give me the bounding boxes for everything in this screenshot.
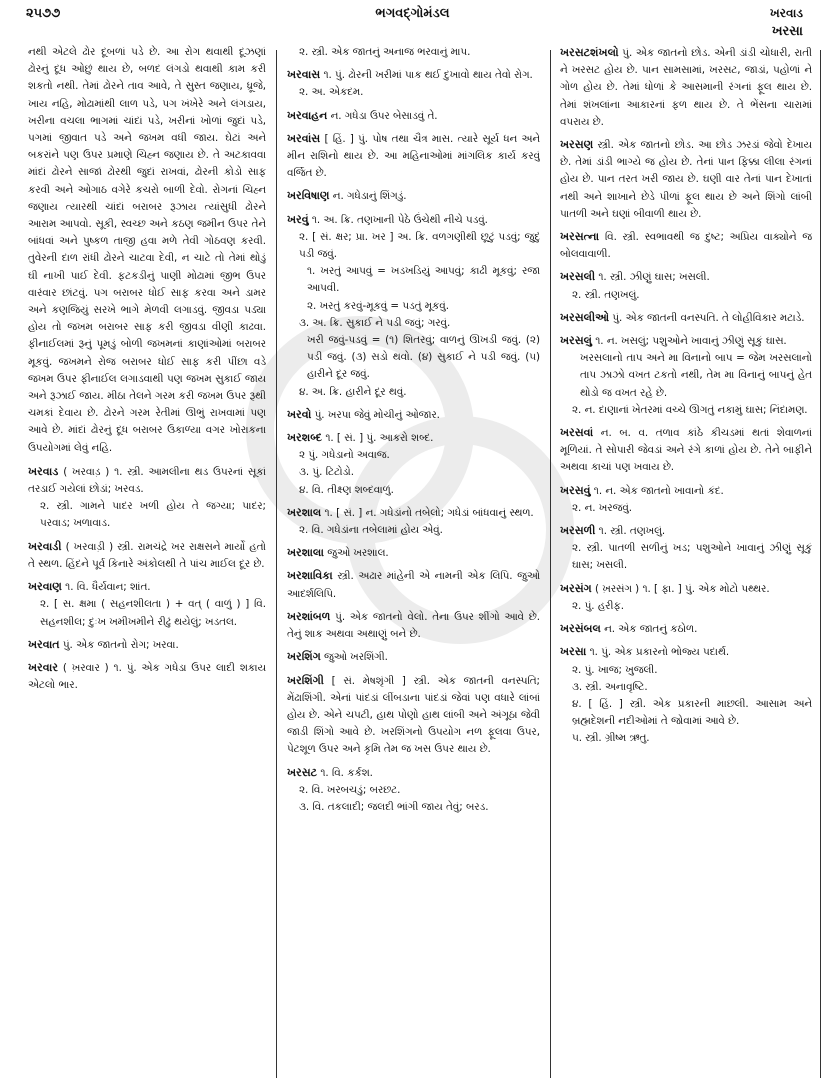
dictionary-entry [28,538,266,573]
headword: ખરસંગ [560,581,592,595]
dictionary-entry [287,130,540,183]
headword: ખરસણ [560,138,594,152]
sense: ૨. ન. ખરજવું. [572,501,633,514]
sense: ખરી જવું-પડવું = (૧) શિતરવું; વાળનું ઊખડી જવું. (૨) પડી જવું. (૩) સડો થવો. (૪) સુકાઈ ને પડી જવું. (૫) હારીને દૂર જવું. [307,334,540,381]
headword: ખરવું [287,212,309,226]
sense: ૪. [ હિં. ] સ્ત્રી. એક પ્રકારની માછલી. આસામ અને બ્રહ્મદેશની નદીઓમાં તે જોવામાં આવે છે. [572,697,812,728]
definition: ( ખ઼રવાર ) ૧. પું. એક ગધેડા ઉપર લાદી શકાય એટલો ભાર. [28,661,266,692]
sense: ૨. [ સ. ક્ષમા ( સહનશીલતા ) + વત્ ( વાળું ) ] વિ. સહનશીલ; દુઃખ ખમીખમીને રીઢું થયેલું; ખડતલ. [40,598,266,628]
dictionary-entry [287,406,540,424]
dictionary-entry [560,482,812,517]
dictionary-entry [560,332,812,419]
entry-main [560,482,812,500]
definition: ૧. ન. ખસલું; પશુઓને ખાવાનું ઝીણું સૂકું ઘાસ. [595,335,787,348]
definition: પું. એક જાતનો રોગ; ખરવા. [62,638,179,651]
dictionary-entry [560,643,812,747]
sense: ૩. વિ. તકલાદી; જલદી ભાંગી જાય તેવું; બરડ. [299,800,489,813]
entry-main [287,672,540,759]
headword: ખરવાહન [287,108,328,122]
sense: ૫. સ્ત્રી. ગ્રીષ્મ ઋતુ. [572,732,650,745]
entry-main [287,187,540,205]
entry-main [560,620,812,638]
entry-main [560,136,812,223]
dictionary-entry [560,228,812,263]
entry-main [28,538,266,573]
dictionary-entry [287,504,540,539]
headword: ખરશબ્દ [287,431,323,445]
definition: ૧. અ. ક્રિ. તણખાની પેઠે ઉંચેથી નીચે પડવું. [311,213,488,226]
entry-main [287,130,540,183]
sense: ૨. ખરતું કરવું-મૂકવું = પડતું મૂકવું. [307,299,449,312]
definition: ૧. [ સં. ] પું. આકરો શબ્દ. [325,432,434,445]
dictionary-title: ભગવદ્ગોમંડલ [375,6,450,21]
entry-main [560,522,812,540]
entry-main [287,764,540,782]
dictionary-entry [287,544,540,562]
definition: પું. એક જાતની વનસ્પતિ. તે લોહીવિકાર મટાડે. [612,311,805,324]
entry-main [287,66,540,84]
sense: ૨. પું. ખાજ; ખુજલી. [572,663,658,676]
column-2 [287,44,540,1086]
definition: ૧. વિ. ધૈર્યવાન; શાંત. [65,581,151,594]
definition: પું. એક જાતનો વેલો. તેના ઉપર શીંગો આવે છે. તેનું શાક અથવા અથાણું બને છે. [287,610,540,641]
entry-main [287,211,540,229]
definition: ન. એક જાતનું કઠોળ. [604,623,698,636]
headword: ખરસા [560,645,587,659]
entry-main [287,406,540,424]
dictionary-entry [560,44,812,131]
dictionary-entry [28,463,266,533]
definition: ૨. સ્ત્રી. એક જાતનું અનાજ ભરવાનું માપ. [299,46,471,58]
continued-text: નથી એટલે ઢોર દૂબળાં પડે છે. આ રોગ થવાથી દૂઝણાં ઢોરનું દૂધ ઓછું થાય છે, બળદ લંગડો થવાથી કામ કરી શકતો નથી. તેમાં ઢોરને તાવ આવે, તે સુસ્ત જણાય, ધ્રૂજે, ખાય નહિ, મોઢામાંથી લાળ પડે, પગ ખંખેરે અને લંગડાય, ખરીના વચલા ભાગમાં ચાંદાં પડે, ખરીનાં ખોળાં જુદાં પડે, પગમાં જીવાત પડે અને જખમ વધી જાય. ઘેટાં અને બકરાંને પણ ઉપર પ્રમાણે ચિહ્ન જણાય છે. તે અટકાવવા માંદાં ઢોરને સાજાં ઢોરથી જુદાં રાખવાં, ઢોરની કોડો સાફ કરવી અને ઓગાઠ વગેરે કચરો બાળી દેવો. રોગનાં ચિહ્ન જણાય ત્યારથી ચાંદાં બરાબર રૂઝાય ત્યાંસુધી ઢોરને આરામ આપવો. સૂકી, સ્વચ્છ અને કઠણ જમીન ઉપર તેને બાંધવાં અને પુષ્કળ તાજી હવા મળે તેવી ગોઠવણ કરવી. તુવેરની દાળ રાંધી ઢોરને ચાટવા દેવી, ન ચાટે તો તેમાં થોડું ઘી નાખી પાઈ દેવી. ફટકડીનું પાણી મોઢામાં જીભ ઉપર વારંવાર છાંટવું. પગ બરાબર ધોઈ સાફ કરવા અને ડામર અને કણજિયું સરખે ભાગે મેળવી લગાડવું. જીવડા પડ્યા હોય તો જખમ બરાબર સાફ કરી જીવડા વીણી કાઢવા. ફીનાઈલમાં રૂનું પૂમડું બોળી જખમનાં કાણાંઓમાં બરાબર મૂકવું. જખમને રોજ બરાબર ધોઈ સાફ કરી પીંછા વડે જખમ ઉપર ફીનાઈલ લગાડવાથી પણ જખમ સુકાઈ જાય અને રૂઝાઈ જાય. મીઠા તેલને ગરમ કરી જખમ ઉપર રૂથી ચમકાં દેવાય છે. ઢોરને ગરમ રેતીમાં ઊભું રાખવામાં પણ આવે છે. માંદાં ઢોરનું દૂધ બરાબર ઉકાળ્યા વગર ખોરાકના ઉપયોગમાં લેવું નહિ. [28,46,266,454]
dictionary-entry [560,620,812,638]
dictionary-entry [287,66,540,101]
headword: ખરવાત [28,637,60,651]
sense: ૨. સ્ત્રી. તણખલું. [572,288,640,301]
dictionary-entry [560,268,812,303]
definition: ન. બ. વ. તળાવ કાંઠે કીચડમાં થતાં શેવાળનાં મૂળિયાં. તે સોપારી જેવડાં અને રંગે કાળાં હોય છે. તેને બાફીને અથવા કાચાં પણ ખવાય છે. [560,427,812,474]
entry-main [287,504,540,522]
definition: સ્ત્રી. એક જાતનો છોડ. આ છોડ ઝરડાં જેવો દેખાય છે. તેમાં ડાંડી ભાગ્યે જ હોય છે. તેનાં પાન ફિક્કા લીલા રંગનાં હોય છે. પાન તરત ખરી જાય છે. ઘણી વાર તેનાં પાન દેખાતાં નથી અને શાખાને છેડે પીળાં ફૂલ થાય છે અને શિંગો લાંબી પાતળી અને ઘણાં બીવાળી થાય છે. [560,139,812,220]
headword: ખરશાલ [287,505,322,519]
entry-main [287,544,540,562]
definition: સ્ત્રી. અઢાર માંહેની એ નામની એક લિપિ. જુઓ આદર્શલિપિ. [287,570,540,600]
definition: ૧. પું. એક પ્રકારનો ભોજ્ય પદાર્થ. [589,646,730,659]
headword: ખરસંબલ [560,622,601,636]
sense: ૧. ખરતું આપવું = ખડખડિયું આપવું; કાઢી મૂકવું; રજા આપવી. [307,265,540,295]
definition: વિ. સ્ત્રી. સ્વભાવથી જ દુષ્ટ; અપ્રિય વાક્યોને જ બોલવાવાળી. [560,231,812,261]
entry-main [28,636,266,654]
entry-main [560,643,812,661]
sense: ૪. વિ. તીક્ષ્ણ શબ્દવાળું. [299,483,394,496]
headword: ખરવાર [28,660,58,674]
headword: ખરવાણ [28,580,62,594]
column-1 [28,44,266,1086]
definition: જુઓ ખરશિંગી. [324,651,388,664]
headword: ખરવાસ [287,68,321,82]
definition: ૧. સ્ત્રી. ઝીણું ઘાસ; ખસલી. [598,271,710,284]
headword: ખરસળી [560,524,596,538]
dictionary-entry [287,107,540,125]
dictionary-entry [287,648,540,666]
dictionary-entry [28,659,266,694]
headword: ખરશાવિકા [287,569,333,583]
entry-main [287,567,540,602]
dictionary-entry [287,429,540,499]
entry-main [287,608,540,643]
sense: ૨. સ્ત્રી. ગામને પાદર ખળી હોય તે જગ્યા; પાદર; પરવાડ; ખળાવાડ. [40,500,266,530]
sense: ૩. પું. ટિટોડો. [299,466,355,479]
headword: ખરસવાં [560,426,594,440]
dictionary-entry [287,672,540,759]
dictionary-entry [287,608,540,643]
entry-main [287,44,540,61]
entry-main [287,648,540,666]
headword: ખરવાડી [28,539,62,553]
sense: ૨. વિ. ખરબચડું; બરછટ. [299,783,401,796]
definition: ૧. સ્ત્રી. તણખલું. [598,525,666,538]
dictionary-entry [28,578,266,631]
sense: ૩. અ. ક્રિ. સુકાઈ ને પડી જવું; ગરવું. [299,316,451,329]
headword: ખરવિષાણ [287,189,330,203]
entry-main [28,578,266,596]
page-number: ૨૫૭૭ [26,6,61,21]
headword: ખરસલી [560,270,596,284]
headword: ખરશાલા [287,546,324,560]
entry-main [28,463,266,498]
definition: પું. ખરપા જેવું મોચીનું ઓજાર. [314,408,440,421]
sense: ૩. સ્ત્રી. અનાવૃષ્ટિ. [572,680,648,693]
page-header [0,0,825,44]
entry-main [560,228,812,263]
guide-word-first: ખરવાડ [769,6,803,20]
sense: ૨. પું. હરીફ. [572,599,625,612]
column-divider [276,50,277,1078]
entry-main [287,429,540,447]
entry-main [560,424,812,477]
dictionary-entry [287,764,540,817]
definition: જુઓ ખરશાલ. [327,547,389,560]
dictionary-entry [287,567,540,602]
guide-word-last: ખરસા [771,24,803,39]
dictionary-entry [287,211,540,401]
entry-main [560,44,812,131]
sense: ૨. ન. દાણાનાં ખેતરમાં વચ્ચે ઊગતું નકામું ઘાસ; નિંદામણ. [572,403,808,416]
entry-main [560,580,812,598]
definition: ( ખ઼રસંગ ) ૧. [ ફા. ] પું. એક મોટો પથ્થર. [594,582,770,595]
dictionary-entry [560,522,812,575]
dictionary-entry [287,44,540,61]
headword: ખરસત્ના [560,230,600,244]
definition: ( ખરવાડ઼ ) ૧. સ્ત્રી. આમલીના થડ ઉપરનાં સૂકાં તરડાઈ ગયેલાં છોડાં; ખરવડ. [28,465,266,496]
column-divider [550,50,551,1078]
dictionary-entry [560,309,812,327]
headword: ખરસટ [287,765,318,779]
definition: ૧. [ સં. ] ન. ગધેડાંનો તબેલો; ગધેડાં બાંધવાનું સ્થળ. [324,506,534,519]
sense: ૨. વિ. ગધેડાંના તબેલામાં હોય એવું. [299,524,443,537]
entry-main [287,107,540,125]
headword: ખરસલું [560,334,592,348]
column-3 [560,44,812,1086]
dictionary-entry [28,636,266,654]
headword: ખરસલીઓ [560,310,610,324]
definition: પું. એક જાતનો છોડ. એની ડાંડી ચોધારી, રાતી ને ખરસટ હોય છે. પાન સામસામાં, ખરસટ, જાડાં, પહોળાં ને ગોળ હોય છે. તેમાં ધોળાં કે આસમાની રંગનાં ફૂલ થાય છે. તેમાં શંખલાંના આકારનાં ફળ થાય છે. તે ભેંસના ચારામાં વપરાય છે. [560,47,812,128]
headword: ખરવો [287,407,312,421]
headword: ખરશિંગ [287,650,321,664]
definition: ( ખરવાડ઼ી ) સ્ત્રી. રામચંદ્રે ખર રાક્ષસને માર્યો હતો તે સ્થળ. હિંદને પૂર્વ કિનારે અંકોલથી તે પાંચ માઈલ દૂર છે. [28,540,266,570]
sense: ૨. અ. એકદમ. [299,86,364,99]
headword: ખરવાંસ [287,131,321,145]
sense: ૨ પું. ગધેડાનો અવાજ. [299,449,390,462]
headword: ખરસવું [560,483,591,497]
entry-main [560,268,812,286]
dictionary-entry [560,424,812,477]
definition: [ હિં. ] પું. પોષ તથા ચૈત્ર માસ. ત્યારે સૂર્ય ધન અને મીન રાશિનો થાય છે. આ મહિનાઓમાં માંગલિક કાર્ય કરવું વર્જિત છે. [287,132,540,180]
definition: ૧. પું. ઢોરની ખરીમાં પાક થઈ દુખાવો થાય તેવો રોગ. [323,69,533,82]
headword: ખરશાંબળ [287,609,331,623]
dictionary-entry [560,580,812,615]
sense: ખરસલાનો તાપ અને મા વિનાનો બાપ = જેમ ખરસલાનો તાપ ઝાઝો વખત ટકતો નથી, તેમ મા વિનાનું બાપનું હેત થોડો જ વખત રહે છે. [580,352,812,399]
definition: ન. ગધેડાનું શિંગડું. [332,190,407,203]
definition: [ સં. મેષશૃંગી ] સ્ત્રી. એક જાતની વનસ્પતિ; મેંઢાશિંગી. એનાં પાંદડાં લીંબડાના પાંદડાં જેવાં પણ વધારે લાંબાં હોય છે. એને ચપટી, હાથ પોણો હાથ લાંબી અને અંગૂઠા જેવી જાડી શિંગો આવે છે. ખરશિંગનો ઉપયોગ નળ ફૂલવા ઉપર, પેટશૂળ ઉપર અને કૃમિ તેમ જ ખસ ઉપર થાય છે. [287,674,540,756]
sense: ૨. [ સં. ક્ષર; પ્રા. ખર ] અ. ક્રિ. વળગણીથી છૂટું પડવું; જુદું પડી જવું. [299,230,540,261]
sense: ૨. સ્ત્રી. પાતળી સળીનું ખડ; પશુઓને ખાવાનું ઝીણું સૂકું ઘાસ; ખસલી. [572,542,812,572]
definition: ૧. વિ. કર્કશ. [320,766,373,779]
dictionary-entry [560,136,812,223]
column-divider [820,50,821,1078]
entry-main [560,309,812,327]
headword: ખરસટશંખલો [560,46,619,59]
entry-main [28,659,266,694]
definition: ૧. ન. એક જાતનો ખાવાનો કંદ. [593,484,724,497]
sense: ૪. અ. ક્રિ. હારીને દૂર થવું. [299,385,407,398]
headword: ખરશિંગી [287,673,324,687]
headword: ખરવાડ [28,464,59,478]
dictionary-entry [287,187,540,205]
definition: ન. ગધેડા ઉપર બેસાડવું તે. [330,109,438,122]
entry-main [560,332,812,350]
